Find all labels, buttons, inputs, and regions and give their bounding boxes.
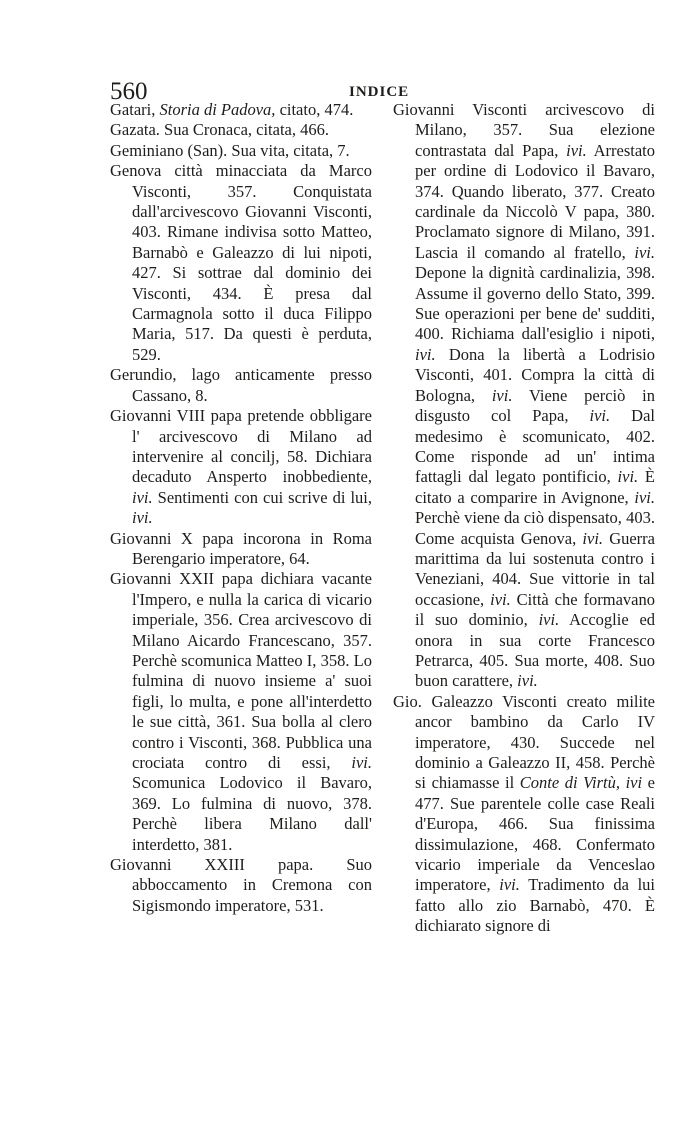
running-title: INDICE — [349, 84, 410, 100]
index-entry: Giovanni X papa incorona in Roma Berengario imperatore, 64. — [110, 528, 372, 568]
index-entry: Gazata. Sua Cronaca, citata, 466. — [110, 120, 329, 140]
index-entry: Geminiano (San). Sua vita, citata, 7. — [110, 140, 350, 160]
right-column — [393, 100, 655, 937]
index-entry: Giovanni VIII papa pretende obbligare l' arcivescovo di Milano ad intervenire al concilj, 58. Dichiara decaduto Ansperto inobbediente, ivi. Sentimenti con cui scrive di lui, ivi. — [110, 406, 372, 528]
index-entry: Gatari, Storia di Padova, citato, 474. — [110, 100, 354, 119]
index-entry: Genova città minacciata da Marco Visconti, 357. Conquistata dall'arcivescovo Giovanni Visconti, 403. Rimane indivisa sotto Matteo, Barnabò e Galeazzo di lui nipoti, 427. Si sottrae dal dominio dei Visconti, 434. È presa dal Carmagnola sotto il duca Filippo Maria, 517. Da questi è perduta, 529. — [110, 161, 372, 364]
index-entry: Gio. Galeazzo Visconti creato milite ancor bambino da Carlo IV imperatore, 430. Succede nel dominio a Galeazzo II, 458. Perchè si chiamasse il Conte di Virtù, ivi e 477. Sue parentele colle case Reali d'Europa, 466. Sua finissima dissimulazione, 468. Confermato vicario imperiale da Venceslao imperatore, ivi. Tradimento da lui fatto allo zio Barnabò, 470. È dichiarato signore di — [393, 691, 655, 936]
index-entry: Giovanni Visconti arcivescovo di Milano, 357. Sua elezione contrastata dal Papa, ivi. Arrestato per ordine di Lodovico il Bavaro, 374. Quando liberato, 377. Creato cardinale da Niccolò V papa, 380. Proclamato signore di Milano, 391. Lascia il comando al fratello, ivi. Depone la dignità cardinalizia, 398. Assume il governo dello Stato, 399. Sue operazioni per bene de' sudditi, 400. Richiama dall'esiglio i nipoti, ivi. Dona la libertà a Lodrisio Visconti, 401. Compra la città di Bologna, ivi. Viene perciò in disgusto col Papa, ivi. Dal medesimo è scomunicato, 402. Come risponde ad un' intima fattagli dal legato pontificio, ivi. È citato a comparire in Avignone, ivi. Perchè viene da ciò dispensato, 403. Come acquista Genova, ivi. Guerra marittima da lui sostenuta contro i Veneziani, 404. Sue vittorie in tal occasione, ivi. Città che formavano il suo dominio, ivi. Accoglie ed onora in sua corte Francesco Petrarca, 405. Sua morte, 408. Suo buon carattere, ivi. — [393, 100, 656, 691]
index-entry: Gerundio, lago anticamente presso Cassano, 8. — [110, 365, 372, 405]
left-column — [110, 100, 372, 916]
index-entry: Giovanni XXII papa dichiara vacante l'Impero, e nulla la carica di vicario imperiale, 356. Crea arcivescovo di Milano Aicardo Francescano, 357. Perchè scomunica Matteo I, 358. Lo fulmina di nuovo insieme a' suoi figli, lo multa, e pone all'interdetto le sue città, 361. Sua bolla al clero contro i Visconti, 368. Pubblica una crociata contro di essi, ivi. Scomunica Lodovico il Bavaro, 369. Lo fulmina di nuovo, 378. Perchè libera Milano dall' interdetto, 381. — [110, 569, 372, 854]
page-number: 560 — [110, 78, 148, 105]
index-entry: Giovanni XXIII papa. Suo abboccamento in Cremona con Sigismondo imperatore, 531. — [110, 855, 372, 915]
